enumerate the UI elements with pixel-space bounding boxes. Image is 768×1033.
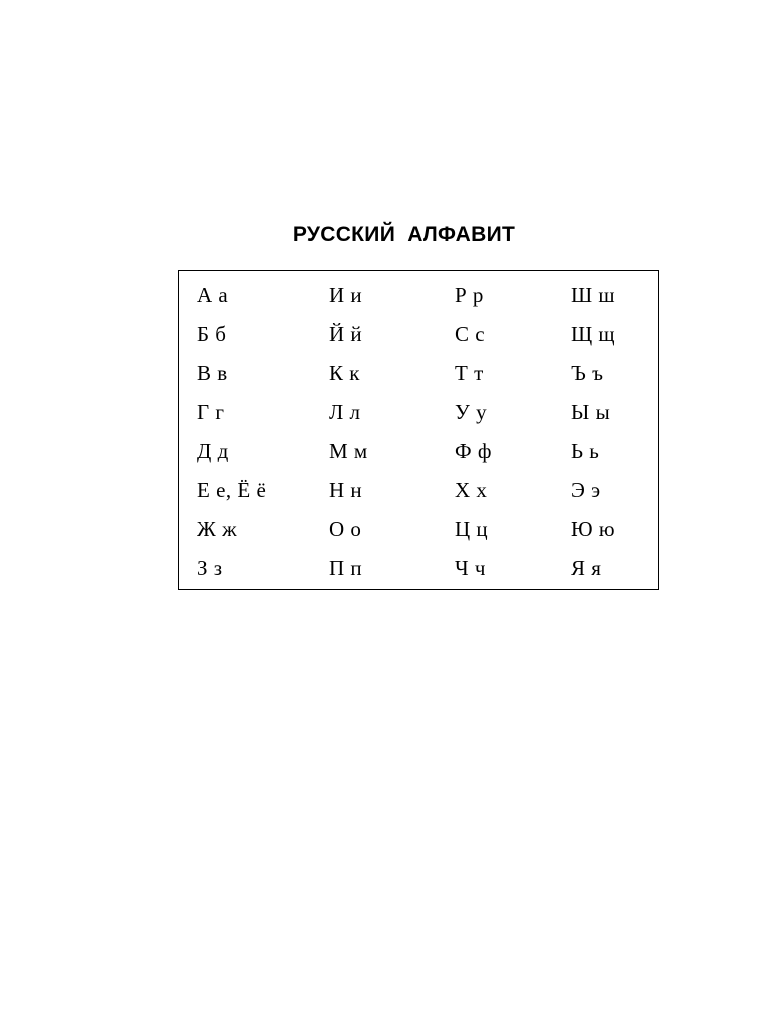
alphabet-letter-pair: Н н	[329, 478, 363, 502]
alphabet-letter-pair: С с	[455, 322, 486, 346]
alphabet-letter-pair: Б б	[197, 322, 227, 346]
alphabet-letter-pair: А а	[197, 283, 229, 307]
alphabet-letter-pair: Ч ч	[455, 556, 486, 580]
alphabet-letter-pair: Л л	[329, 400, 361, 424]
alphabet-letter-pair: Ш ш	[571, 283, 616, 307]
alphabet-letter-pair: О о	[329, 517, 362, 541]
alphabet-letter-pair: Е е, Ё ё	[197, 478, 267, 502]
alphabet-letter-pair: М м	[329, 439, 368, 463]
alphabet-letter-pair: Х х	[455, 478, 488, 502]
alphabet-letter-pair: Г г	[197, 400, 225, 424]
alphabet-letter-pair: В в	[197, 361, 228, 385]
alphabet-letter-pair: Ц ц	[455, 517, 489, 541]
alphabet-letter-pair: Т т	[455, 361, 484, 385]
alphabet-letter-pair: Щ щ	[571, 322, 616, 346]
alphabet-letter-pair: К к	[329, 361, 360, 385]
alphabet-letter-pair: Ф ф	[455, 439, 492, 463]
alphabet-letter-pair: Я я	[571, 556, 602, 580]
alphabet-letter-pair: З з	[197, 556, 223, 580]
alphabet-letter-pair: Ж ж	[197, 517, 238, 541]
alphabet-letter-pair: П п	[329, 556, 363, 580]
alphabet-letter-pair: Э э	[571, 478, 601, 502]
alphabet-letter-pair: Й й	[329, 322, 363, 346]
alphabet-letter-pair: Р р	[455, 283, 484, 307]
alphabet-table	[178, 270, 659, 590]
alphabet-letter-pair: Ь ь	[571, 439, 600, 463]
page-title: РУССКИЙ АЛФАВИТ	[292, 223, 516, 246]
alphabet-letter-pair: Ъ ъ	[571, 361, 604, 385]
alphabet-letter-pair: И и	[329, 283, 363, 307]
alphabet-letter-pair: Д д	[197, 439, 229, 463]
alphabet-letter-pair: Ы ы	[571, 400, 611, 424]
alphabet-letter-pair: Ю ю	[571, 517, 616, 541]
alphabet-letter-pair: У у	[455, 400, 488, 424]
